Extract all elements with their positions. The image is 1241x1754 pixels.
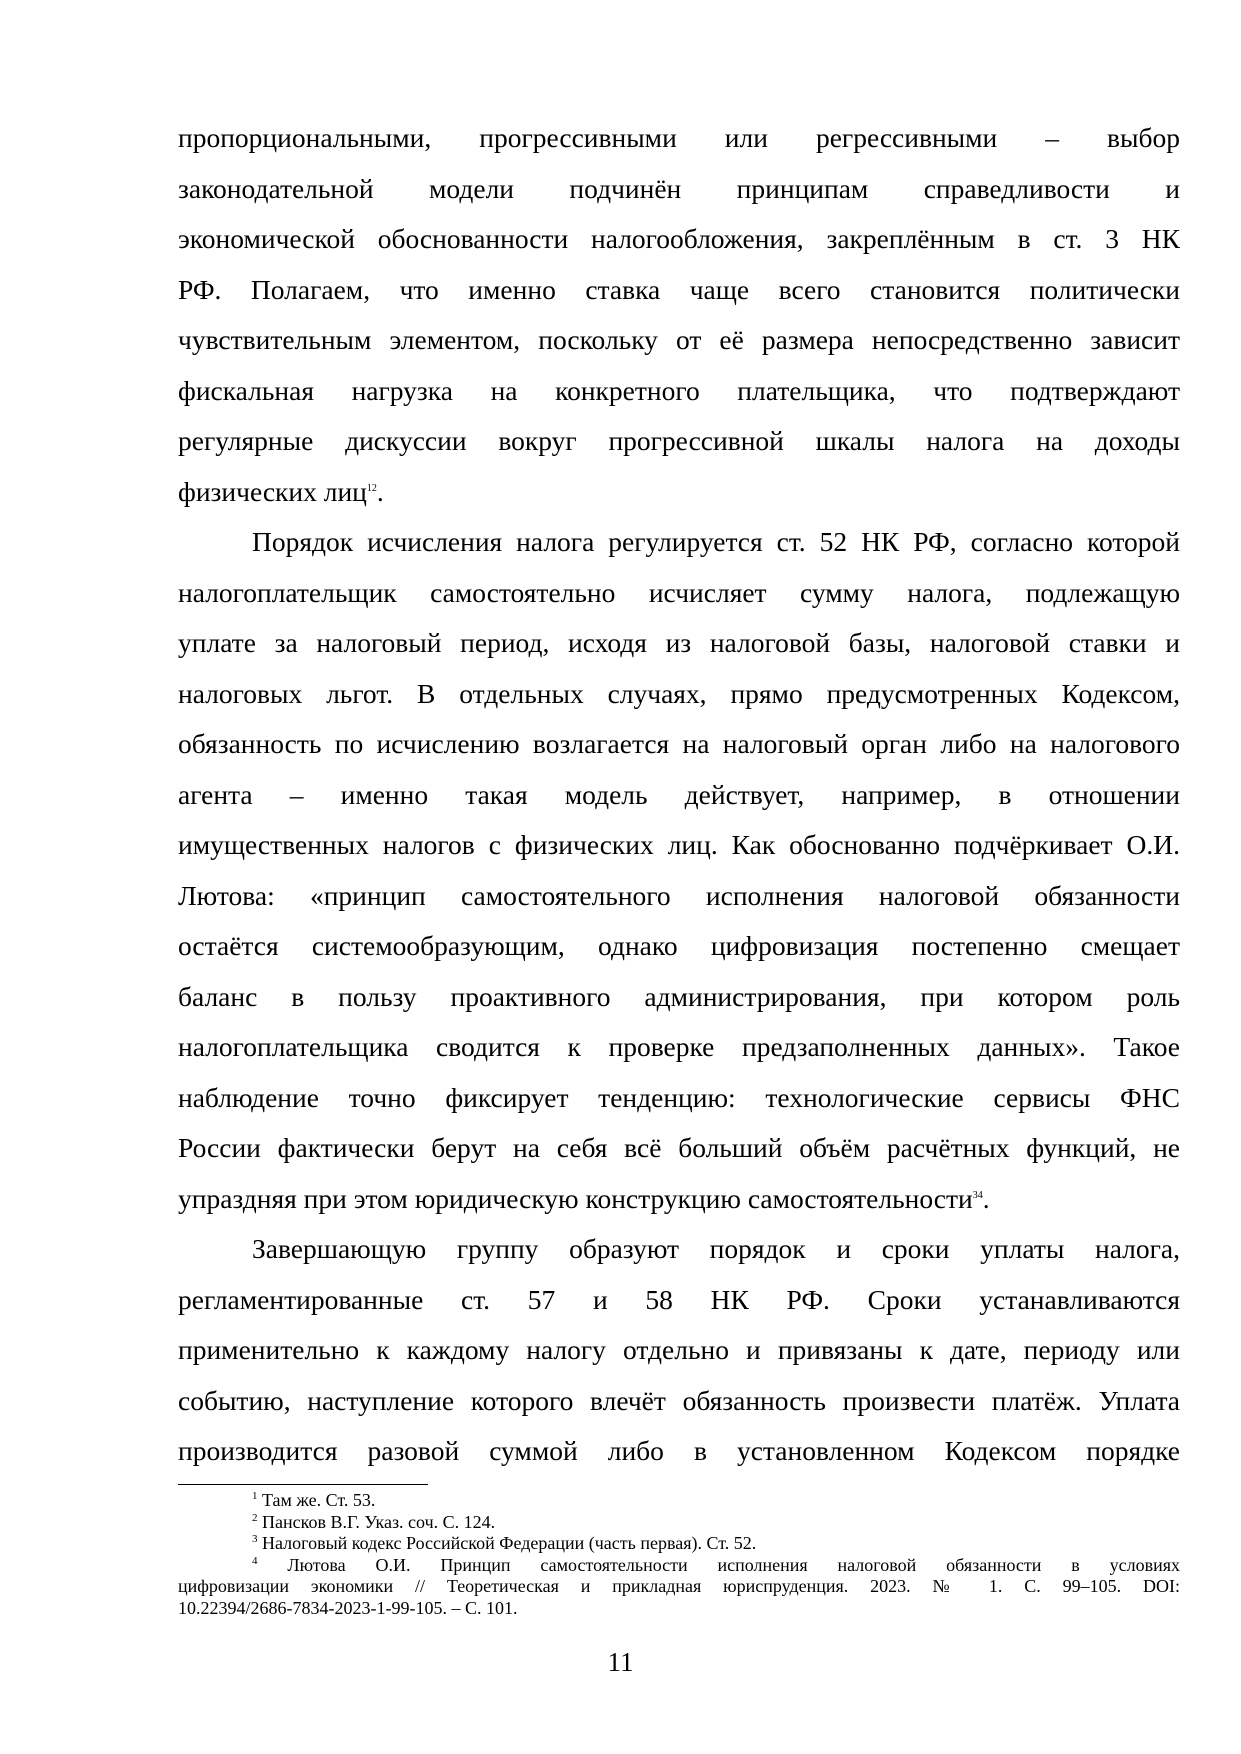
- text-line: пропорциональными, прогрессивными или регрессивными – выбор: [178, 122, 1180, 153]
- footnote-text: Там же. Ст. 53.: [262, 1490, 376, 1510]
- text-line: имущественных налогов с физических лиц. Как обоснованно подчёркивает О.И.: [178, 829, 1180, 860]
- text-line: производится разовой суммой либо в установленном Кодексом порядке: [178, 1435, 1180, 1466]
- text-line: [178, 467, 1180, 518]
- text-line: России фактически берут на себя всё больший объём расчётных функций, не: [178, 1132, 1180, 1163]
- footnote-text: Лютова О.И. Принцип самостоятельности исполнения налоговой обязанности в условиях: [287, 1554, 1181, 1575]
- text-line: событию, наступление которого влечёт обязанность произвести платёж. Уплата: [178, 1384, 1180, 1416]
- text-line: законодательной модели подчинён принципам справедливости и: [178, 172, 1180, 204]
- text-line: налоговых льгот. В отдельных случаях, прямо предусмотренных Кодексом,: [178, 677, 1180, 709]
- footnote-4-continuation: цифровизации экономики // Теоретическая и прикладная юриспруденция. 2023. № 1. С. 99–105. DOI:: [178, 1576, 1180, 1596]
- text-line: применительно к каждому налогу отдельно и привязаны к дате, периоду или: [178, 1334, 1180, 1365]
- text-line: агента – именно такая модель действует, например, в отношении: [178, 778, 1180, 810]
- text-line: Лютова: «принцип самостоятельного исполнения налоговой обязанности: [178, 879, 1180, 911]
- text-fragment: физических лиц: [178, 475, 367, 507]
- text-line: обязанность по исчислению возлагается на налоговый орган либо на налогового: [178, 728, 1180, 759]
- text-line: уплате за налоговый период, исходя из налоговой базы, налоговой ставки и: [178, 627, 1180, 658]
- footnote-4-continuation: 10.22394/2686-7834-2023-1-99-105. – С. 101.: [178, 1597, 518, 1618]
- text-line: остаётся системообразующим, однако цифровизация постепенно смещает: [178, 930, 1180, 961]
- text-line: фискальная нагрузка на конкретного плательщика, что подтверждают: [178, 374, 1180, 406]
- paragraph-first-line: Завершающую группу образуют порядок и сроки уплаты налога,: [252, 1233, 1180, 1264]
- text-line: регулярные дискуссии вокруг прогрессивной шкалы налога на доходы: [178, 425, 1180, 456]
- text-line: налогоплательщика сводится к проверке предзаполненных данных». Такое: [178, 1031, 1180, 1062]
- footnote-2: [178, 1512, 1180, 1534]
- footnote-mark: 1: [252, 1490, 258, 1502]
- page-number: 11: [607, 1647, 634, 1677]
- footnote-text: Пансков В.Г. Указ. соч. С. 124.: [262, 1511, 496, 1532]
- text-line: чувствительным элементом, поскольку от её размера непосредственно зависит: [178, 324, 1180, 355]
- document-body: [178, 113, 1180, 1477]
- footnote-reference[interactable]: 12: [366, 482, 377, 494]
- footnote-mark: 2: [252, 1511, 258, 1524]
- footnote-mark: 3: [252, 1533, 258, 1545]
- text-line: налогоплательщик самостоятельно исчисляет сумму налога, подлежащую: [178, 576, 1180, 608]
- text-line: баланс в пользу проактивного администрирования, при котором роль: [178, 980, 1180, 1012]
- text-line: РФ. Полагаем, что именно ставка чаще всего становится политически: [178, 273, 1180, 305]
- text-line: [178, 1174, 1180, 1225]
- footnote-3: [178, 1533, 1180, 1555]
- footnote-separator: [178, 1484, 428, 1485]
- footnote-reference[interactable]: 34: [972, 1189, 983, 1201]
- footnote-text: Налоговый кодекс Российской Федерации (часть первая). Ст. 52.: [262, 1533, 757, 1553]
- paragraph-first-line: Порядок исчисления налога регулируется ст. 52 НК РФ, согласно которой: [252, 526, 1180, 557]
- text-line: экономической обоснованности налогообложения, закреплённым в ст. 3 НК: [178, 223, 1180, 254]
- footnotes: [178, 1490, 1180, 1619]
- footnote-mark: 4: [252, 1554, 258, 1567]
- text-line: наблюдение точно фиксирует тенденцию: технологические сервисы ФНС: [178, 1081, 1180, 1113]
- text-line: регламентированные ст. 57 и 58 НК РФ. Сроки устанавливаются: [178, 1283, 1180, 1315]
- footnote-4: [178, 1555, 1180, 1577]
- period: .: [982, 1182, 990, 1214]
- period: .: [376, 475, 384, 507]
- footnote-1: [178, 1490, 1180, 1512]
- text-fragment: упраздняя при этом юридическую конструкцию самостоятельности: [178, 1182, 973, 1214]
